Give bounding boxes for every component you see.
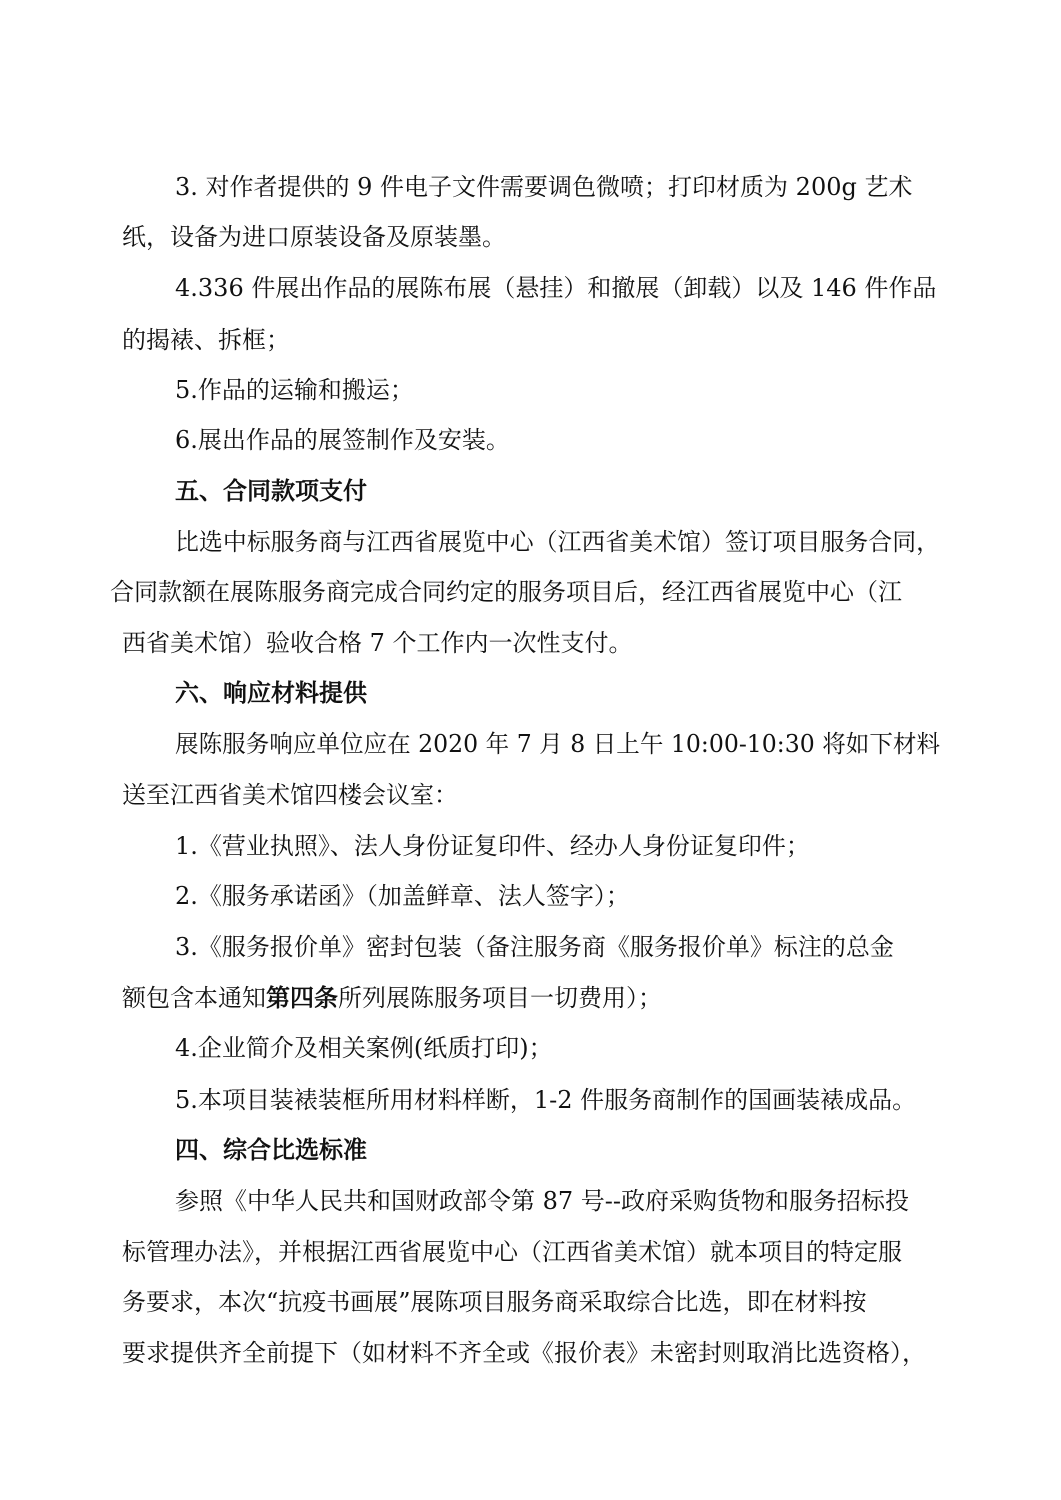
item-6: 6.展出作品的展签制作及安装。 — [175, 426, 510, 454]
material-5: 5.本项目装裱装框所用材料样断，1-2 件服务商制作的国画装裱成品。 — [175, 1086, 917, 1114]
material-3-text-post: 所列展陈服务项目一切费用）； — [338, 984, 662, 1012]
response-line-1: 展陈服务响应单位应在 2020 年 7 月 8 日上午 10:00-10:30 将如下材料 — [175, 730, 941, 758]
material-3-line-1: 3.《服务报价单》密封包装（备注服务商《服务报价单》标注的总金 — [175, 933, 894, 961]
response-line-2: 送至江西省美术馆四楼会议室： — [122, 781, 458, 809]
standard-line-2: 标管理办法》，并根据江西省展览中心（江西省美术馆）就本项目的特定服 — [122, 1238, 902, 1266]
payment-line-2: 合同款额在展陈服务商完成合同约定的服务项目后，经江西省展览中心（江 — [110, 578, 902, 606]
item-3-line-1: 3. 对作者提供的 9 件电子文件需要调色微喷；打印材质为 200g 艺术 — [175, 173, 913, 201]
item-5: 5.作品的运输和搬运； — [175, 376, 414, 404]
payment-line-3: 西省美术馆）验收合格 7 个工作内一次性支付。 — [122, 629, 633, 657]
standard-line-3: 务要求，本次“抗疫书画展”展陈项目服务商采取综合比选，即在材料按 — [122, 1288, 867, 1316]
material-3-line-2 — [0, 978, 1061, 1018]
material-3-emphasis: 第四条 — [266, 984, 338, 1012]
item-4-line-1: 4.336 件展出作品的展陈布展（悬挂）和撤展（卸载）以及 146 件作品 — [175, 274, 937, 302]
section-heading-6: 六、响应材料提供 — [175, 679, 367, 707]
material-3-text-pre: 额包含本通知 — [122, 984, 266, 1012]
material-2: 2.《服务承诺函》（加盖鲜章、法人签字）； — [175, 882, 630, 910]
material-4: 4.企业简介及相关案例(纸质打印)； — [175, 1034, 553, 1062]
section-heading-4: 四、综合比选标准 — [175, 1136, 367, 1164]
material-1: 1.《营业执照》、法人身份证复印件、经办人身份证复印件； — [175, 832, 810, 860]
standard-line-1: 参照《中华人民共和国财政部令第 87 号--政府采购货物和服务招标投 — [175, 1187, 910, 1215]
item-3-line-2: 纸，设备为进口原装设备及原装墨。 — [122, 223, 506, 251]
item-4-line-2: 的揭裱、拆框； — [122, 326, 290, 354]
standard-line-4: 要求提供齐全前提下（如材料不齐全或《报价表》未密封则取消比选资格）， — [122, 1339, 926, 1367]
payment-line-1: 比选中标服务商与江西省展览中心（江西省美术馆）签订项目服务合同， — [175, 528, 941, 556]
section-heading-5: 五、合同款项支付 — [175, 477, 367, 505]
